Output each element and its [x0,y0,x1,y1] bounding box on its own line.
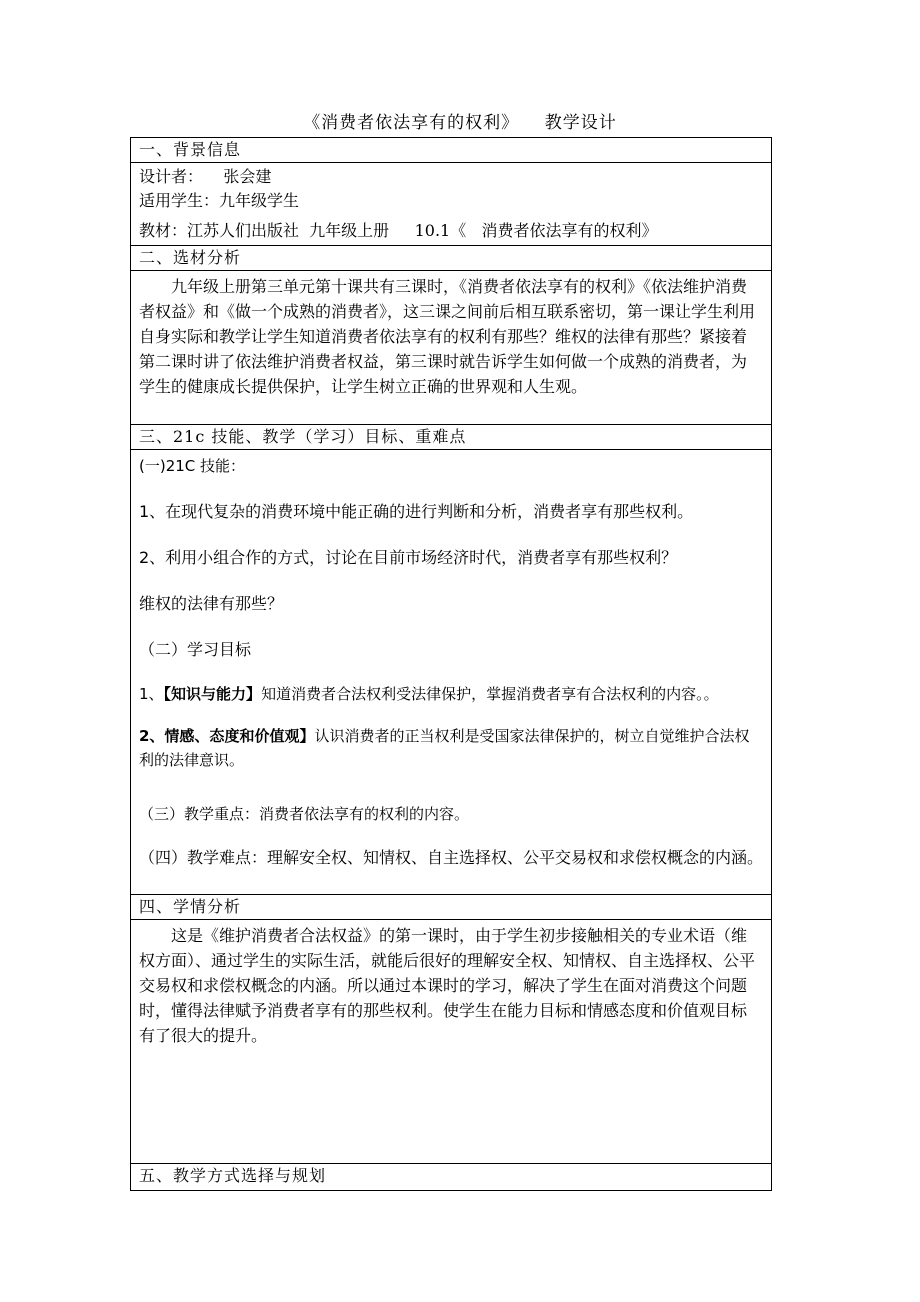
section-header-row [131,246,772,271]
section-header-row [131,1164,772,1191]
section5-header: 五、教学方式选择与规划 [131,1164,772,1191]
section-header-row [131,425,772,450]
section-header-row [131,895,772,920]
document-title: 《消费者依法享有的权利》 教学设计 [303,113,617,133]
designer-line: 设计者： 张会建 [139,167,272,186]
section1-body-row [131,163,772,246]
skill-item-1: 1、在现代复杂的消费环境中能正确的进行判断和分析，消费者享有那些权利。 [139,502,694,521]
selection-analysis-paragraph: 九年级上册第三单元第十课共有三课时，《消费者依法享有的权利》《依法维护消费者权益》和《做一个成熟的消费者》，这三课之间前后相互联系密切，第一课让学生利用自身实际和教学让学生知道消费者依法享有的权利有那些？维权的法律有那些？紧接着第二课时讲了依法维护消费者权益，第三课时就告诉学生如何做一个成熟的消费者，为学生的健康成长提供保护，让学生树立正确的世界观和人生观。 [139,277,756,396]
section3-body [131,450,772,895]
skills-title: (一)21C 技能： [139,457,246,475]
section2-header: 二、选材分析 [131,246,772,271]
section2-body-row [131,271,772,425]
goal-item-2 [139,724,763,772]
section4-body-row [131,920,772,1164]
goal-2-heading: 2、情感、态度和价值观】 [139,727,315,745]
goal-1-prefix: 1、 [139,685,164,703]
goal-1-heading: 【知识与能力】 [163,685,262,703]
goals-title: （二）学习目标 [139,640,252,659]
section1-body [131,163,772,246]
section2-body [131,271,772,425]
difficulty: （四）教学难点：理解安全权、知情权、自主选择权、公平交易权和求偿权概念的内涵。 [139,848,764,867]
section3-body-row [131,450,772,895]
key-point: （三）教学重点：消费者依法享有的权利的内容。 [139,805,470,823]
students-line: 适用学生：九年级学生 [139,191,300,210]
lesson-plan-table [130,137,772,1191]
section-header-row [131,138,772,163]
learner-analysis-paragraph: 这是《维护消费者合法权益》的第一课时，由于学生初步接触相关的专业术语（维权方面）、通过学生的实际生活，就能后很好的理解安全权、知情权、自主选择权、公平交易权和求偿权概念的内涵。所以通过本课时的学习，解决了学生在面对消费这个问题时，懂得法律赋予消费者享有的那些权利。使学生在能力目标和情感态度和价值观目标有了很大的提升。 [139,926,756,1045]
textbook-line: 教材：江苏人们出版社 九年级上册 10.1《 消费者依法享有的权利》 [139,221,658,240]
section3-header: 三、21c 技能、教学（学习）目标、重难点 [131,425,772,450]
skill-item-2: 2、利用小组合作的方式，讨论在目前市场经济时代，消费者享有那些权利？ [139,548,678,567]
skill-item-2-continued: 维权的法律有那些？ [139,594,284,613]
section4-body [131,920,772,1164]
section1-header: 一、背景信息 [131,138,772,163]
goal-item-1 [139,682,763,706]
goal-1-text: 知道消费者合法权利受法律保护，掌握消费者享有合法权利的内容。。 [261,685,719,703]
section4-header: 四、学情分析 [131,895,772,920]
goal-2-text: 认识消费者的正当权利是受国家法律保护的，树立自觉维护合法权利的法律意识。 [139,727,750,769]
